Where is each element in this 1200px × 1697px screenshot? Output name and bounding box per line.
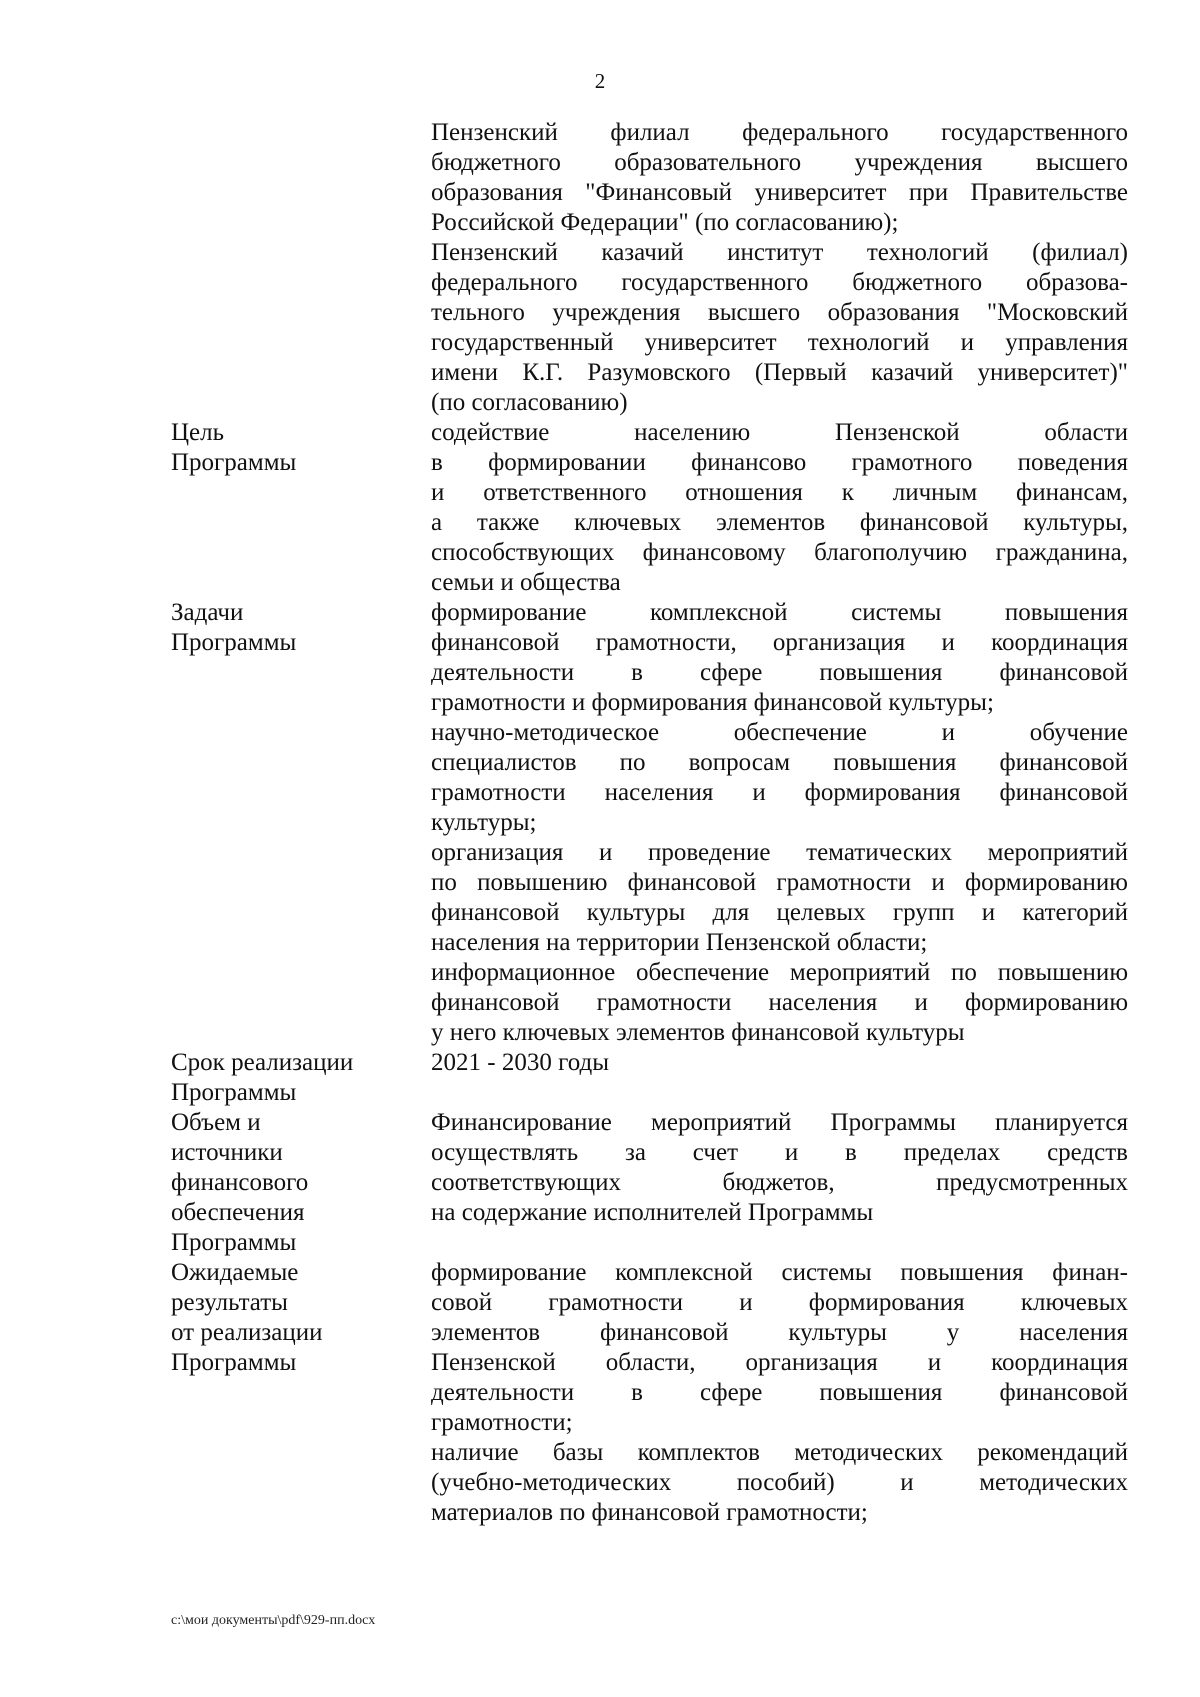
text-line: Пензенской области, организация и координация: [431, 1349, 1128, 1376]
text-line: грамотности;: [431, 1409, 573, 1436]
text-line: бюджетного образовательного учреждения высшего: [431, 149, 1128, 176]
table-row: [171, 1048, 1129, 1108]
text-line: совой грамотности и формирования ключевых: [431, 1289, 1128, 1316]
text-line: Пензенский казачий институт технологий (филиал): [431, 239, 1128, 266]
label-line: результаты: [171, 1289, 288, 1316]
label-line: финансового: [171, 1169, 309, 1196]
table-row: [171, 118, 1129, 418]
content-paragraph: [431, 1108, 1128, 1228]
content-paragraph: [431, 118, 1128, 238]
text-line: соответствующих бюджетов, предусмотренных: [431, 1169, 1128, 1196]
text-line: наличие базы комплектов методических рекомендаций: [431, 1439, 1128, 1466]
label-line: Программы: [171, 449, 297, 476]
content-paragraph: [431, 718, 1128, 838]
label-line: Ожидаемые: [171, 1259, 299, 1286]
text-line: научно-методическое обеспечение и обучение: [431, 719, 1128, 746]
row-label: [171, 1108, 431, 1258]
text-line: у него ключевых элементов финансовой культуры: [431, 1019, 965, 1046]
row-label: [171, 1048, 431, 1108]
text-line: финансовой культуры для целевых групп и категорий: [431, 899, 1128, 926]
content-paragraph: [431, 1258, 1128, 1438]
row-content: [431, 418, 1128, 598]
label-line: Программы: [171, 1349, 297, 1376]
text-line: Пензенский филиал федерального государственного: [431, 119, 1128, 146]
label-line: Программы: [171, 1079, 297, 1106]
text-line: в формировании финансово грамотного поведения: [431, 449, 1128, 476]
text-line: способствующих финансовому благополучию гражданина,: [431, 539, 1128, 566]
text-line: содействие населению Пензенской области: [431, 419, 1128, 446]
label-line: Срок реализации: [171, 1049, 354, 1076]
row-label: [171, 118, 431, 418]
content-paragraph: [431, 1438, 1128, 1528]
text-line: 2021 - 2030 годы: [431, 1049, 610, 1076]
content-paragraph: [431, 598, 1128, 718]
label-line: Задачи: [171, 599, 244, 626]
text-line: Финансирование мероприятий Программы планируется: [431, 1109, 1128, 1136]
text-line: по повышению финансовой грамотности и формированию: [431, 869, 1128, 896]
text-line: а также ключевых элементов финансовой культуры,: [431, 509, 1128, 536]
row-label: [171, 598, 431, 1048]
label-line: обеспечения: [171, 1199, 305, 1226]
content-paragraph: [431, 238, 1128, 418]
text-line: материалов по финансовой грамотности;: [431, 1499, 868, 1526]
file-path-footer: c:\мои документы\pdf\929-пп.docx: [171, 1613, 376, 1628]
text-line: имени К.Г. Разумовского (Первый казачий университет)": [431, 359, 1128, 386]
page-number: 2: [594, 69, 606, 93]
row-label: [171, 1258, 431, 1528]
text-line: Российской Федерации" (по согласованию);: [431, 209, 899, 236]
text-line: формирование комплексной системы повышения финан-: [431, 1259, 1128, 1286]
text-line: тельного учреждения высшего образования "Московский: [431, 299, 1128, 326]
row-content: [431, 1108, 1128, 1258]
table-row: [171, 418, 1129, 598]
row-content: [431, 1258, 1128, 1528]
text-line: деятельности в сфере повышения финансовой: [431, 1379, 1128, 1406]
row-label: [171, 418, 431, 598]
label-line: Цель: [171, 419, 225, 446]
label-line: Объем и: [171, 1109, 261, 1136]
content-paragraph: [431, 1048, 1128, 1078]
text-line: формирование комплексной системы повышения: [431, 599, 1128, 626]
text-line: образования "Финансовый университет при Правительстве: [431, 179, 1128, 206]
text-line: информационное обеспечение мероприятий по повышению: [431, 959, 1128, 986]
label-line: источники: [171, 1139, 283, 1166]
label-line: Программы: [171, 1229, 297, 1256]
text-line: (по согласованию): [431, 389, 628, 416]
content-paragraph: [431, 838, 1128, 958]
row-content: [431, 1048, 1128, 1108]
text-line: семьи и общества: [431, 569, 621, 596]
text-line: населения на территории Пензенской области;: [431, 929, 928, 956]
content-paragraph: [431, 418, 1128, 598]
table-row: [171, 598, 1129, 1048]
content-paragraph: [431, 958, 1128, 1048]
text-line: грамотности и формирования финансовой культуры;: [431, 689, 994, 716]
text-line: финансовой грамотности, организация и координация: [431, 629, 1128, 656]
text-line: осуществлять за счет и в пределах средств: [431, 1139, 1128, 1166]
text-line: грамотности населения и формирования финансовой: [431, 779, 1128, 806]
text-line: федерального государственного бюджетного образова-: [431, 269, 1128, 296]
table-row: [171, 1258, 1129, 1528]
row-content: [431, 118, 1128, 418]
text-line: элементов финансовой культуры у населения: [431, 1319, 1128, 1346]
label-line: Программы: [171, 629, 297, 656]
text-line: финансовой грамотности населения и формированию: [431, 989, 1128, 1016]
table-row: [171, 1108, 1129, 1258]
text-line: и ответственного отношения к личным финансам,: [431, 479, 1128, 506]
text-line: организация и проведение тематических мероприятий: [431, 839, 1128, 866]
text-line: деятельности в сфере повышения финансовой: [431, 659, 1128, 686]
label-line: от реализации: [171, 1319, 323, 1346]
text-line: специалистов по вопросам повышения финансовой: [431, 749, 1128, 776]
text-line: (учебно-методических пособий) и методических: [431, 1469, 1128, 1496]
text-line: на содержание исполнителей Программы: [431, 1199, 874, 1226]
row-content: [431, 598, 1128, 1048]
text-line: государственный университет технологий и управления: [431, 329, 1128, 356]
text-line: культуры;: [431, 809, 537, 836]
passport-table: [171, 118, 1129, 1528]
